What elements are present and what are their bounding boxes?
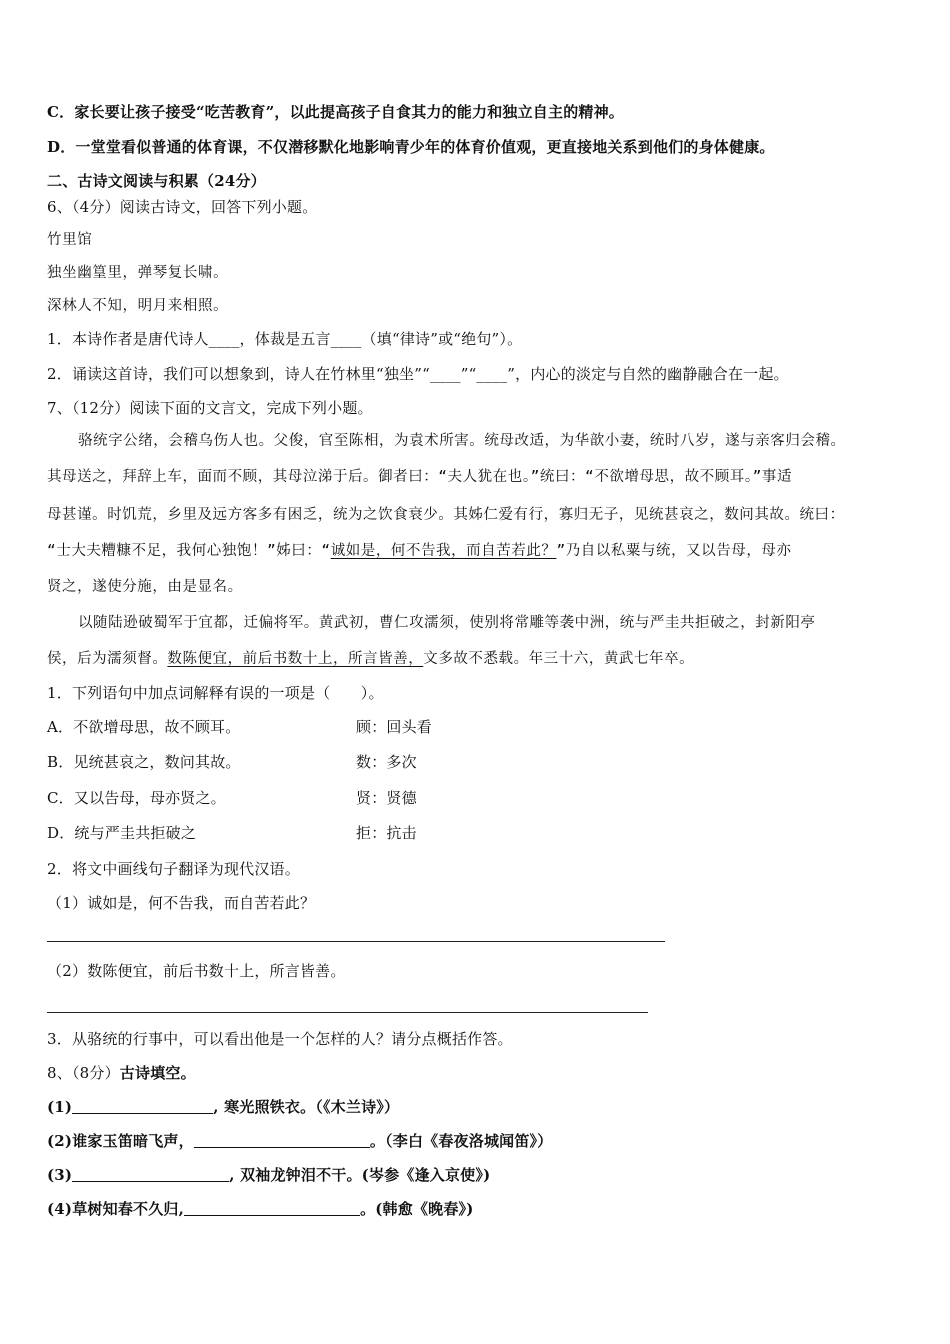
- option-d-gloss: 拒：抗击: [356, 824, 417, 842]
- fill-1-number: (1): [47, 1098, 73, 1116]
- underlined-sentence-1: 诚如是，何不告我，而自苦若此？: [330, 543, 557, 559]
- fill-4-prefix: (4)草树知春不久归,: [47, 1200, 185, 1218]
- translate-item-1: （1）诚如是，何不告我，而自苦若此？: [47, 894, 316, 912]
- answer-line-1[interactable]: [47, 941, 665, 942]
- fill-blank-2[interactable]: [194, 1131, 370, 1148]
- passage-p1-line4: [47, 541, 791, 561]
- p2-line2-after: 文多故不悉载。年三十六，黄武七年卒。: [423, 651, 695, 667]
- option-a-gloss: 顾：回头看: [356, 718, 433, 736]
- fill-blank-3[interactable]: [72, 1165, 229, 1182]
- fill-2-prefix: (2)谁家玉笛暗飞声，: [47, 1132, 194, 1150]
- option-b-text: B．见统甚哀之，数问其故。: [47, 753, 241, 771]
- poem-title: 竹里馆: [47, 232, 93, 248]
- translate-item-2: （2）数陈便宜，前后书数十上，所言皆善。: [47, 962, 346, 980]
- option-c-gloss: 贤：贤德: [356, 789, 417, 807]
- option-b-row: [47, 752, 417, 772]
- option-c-row: [47, 788, 417, 808]
- fill-3-number: (3): [47, 1166, 73, 1184]
- q6-sub2: 2．诵读这首诗，我们可以想象到，诗人在竹林里“独坐”“____”“____”，内心的淡定与自然的幽静融合在一起。: [47, 365, 789, 383]
- fill-blank-4[interactable]: [184, 1199, 360, 1216]
- q8-header: [47, 1063, 196, 1083]
- section-heading: 二、古诗文阅读与积累（24分）: [47, 172, 266, 190]
- underlined-sentence-2: 数陈便宜，前后书数十上，所言皆善，: [167, 651, 424, 667]
- q6-header: 6、（4分）阅读古诗文，回答下列小题。: [47, 198, 318, 216]
- option-c: C．家长要让孩子接受“吃苦教育”，以此提高孩子自食其力的能力和独立自主的精神。: [47, 103, 624, 121]
- poem-line-2: 深林人不知，明月来相照。: [47, 298, 229, 314]
- fill-3-text: , 双袖龙钟泪不干。(岑参《逢入京使》): [229, 1166, 491, 1184]
- fill-line-2: [47, 1131, 552, 1151]
- passage-p2-line2: [47, 649, 694, 669]
- option-d: D．一堂堂看似普通的体育课，不仅潜移默化地影响青少年的体育价值观，更直接地关系到他们的身体健康。: [47, 138, 775, 156]
- passage-p2-line1: 以随陆逊破蜀军于宜都，迁偏将军。黄武初，曹仁攻濡须，使别将常雕等袭中洲，统与严圭共拒破之，封新阳亭: [78, 615, 816, 631]
- p2-line2-before: 侯，后为濡须督。: [47, 651, 168, 667]
- fill-blank-1[interactable]: [72, 1097, 213, 1114]
- passage-p1-line2: 其母送之，拜辞上车，面而不顾，其母泣涕于后。御者曰：“夫人犹在也。”统曰：“不欲增母思，故不顾耳。”事适: [47, 469, 793, 485]
- fill-line-4: [47, 1199, 474, 1219]
- q7-sub3: 3．从骆统的行事中，可以看出他是一个怎样的人？请分点概括作答。: [47, 1030, 513, 1048]
- option-c-text: C．又以告母，母亦贤之。: [47, 789, 226, 807]
- passage-p1-line1: 骆统字公绪，会稽乌伤人也。父俊，官至陈相，为袁术所害。统母改适，为华歆小妻，统时八岁，遂与亲客归会稽。: [78, 433, 846, 449]
- q7-sub1: 1．下列语句中加点词解释有误的一项是（ ）。: [47, 684, 384, 702]
- option-d-text: D．统与严圭共拒破之: [47, 824, 197, 842]
- p1-line4-after: ”乃自以私粟与统，又以告母，母亦: [556, 543, 792, 559]
- fill-4-text: 。(韩愈《晚春》): [360, 1200, 474, 1218]
- option-a-row: [47, 717, 433, 737]
- passage-p1-line3: 母甚谨。时饥荒，乡里及远方客多有困乏，统为之饮食衰少。其姊仁爱有行，寡归无子，见统甚哀之，数问其故。统曰：: [47, 507, 845, 523]
- passage-p1-line5: 贤之，遂使分施，由是显名。: [47, 579, 243, 595]
- fill-line-1: [47, 1097, 399, 1117]
- option-d-row: [47, 823, 417, 843]
- p1-line4-before: “士大夫糟糠不足，我何心独饱！”姊曰：“: [47, 543, 331, 559]
- q8-number: 8、（8分）: [47, 1064, 120, 1082]
- answer-line-2[interactable]: [47, 1012, 648, 1013]
- q6-sub1: 1．本诗作者是唐代诗人____，体裁是五言____（填“律诗”或“绝句”）。: [47, 330, 523, 348]
- option-b-gloss: 数：多次: [356, 753, 417, 771]
- fill-2-text: 。（李白《春夜洛城闻笛》）: [369, 1132, 553, 1150]
- q7-sub2: 2．将文中画线句子翻译为现代汉语。: [47, 860, 300, 878]
- poem-line-1: 独坐幽篁里，弹琴复长啸。: [47, 265, 229, 281]
- q8-title: 古诗填空。: [119, 1064, 196, 1082]
- fill-line-3: [47, 1165, 490, 1185]
- q7-header: 7、（12分）阅读下面的文言文，完成下列小题。: [47, 399, 373, 417]
- fill-1-text: , 寒光照铁衣。（《木兰诗》）: [213, 1098, 400, 1116]
- option-a-text: A．不欲增母思，故不顾耳。: [47, 718, 241, 736]
